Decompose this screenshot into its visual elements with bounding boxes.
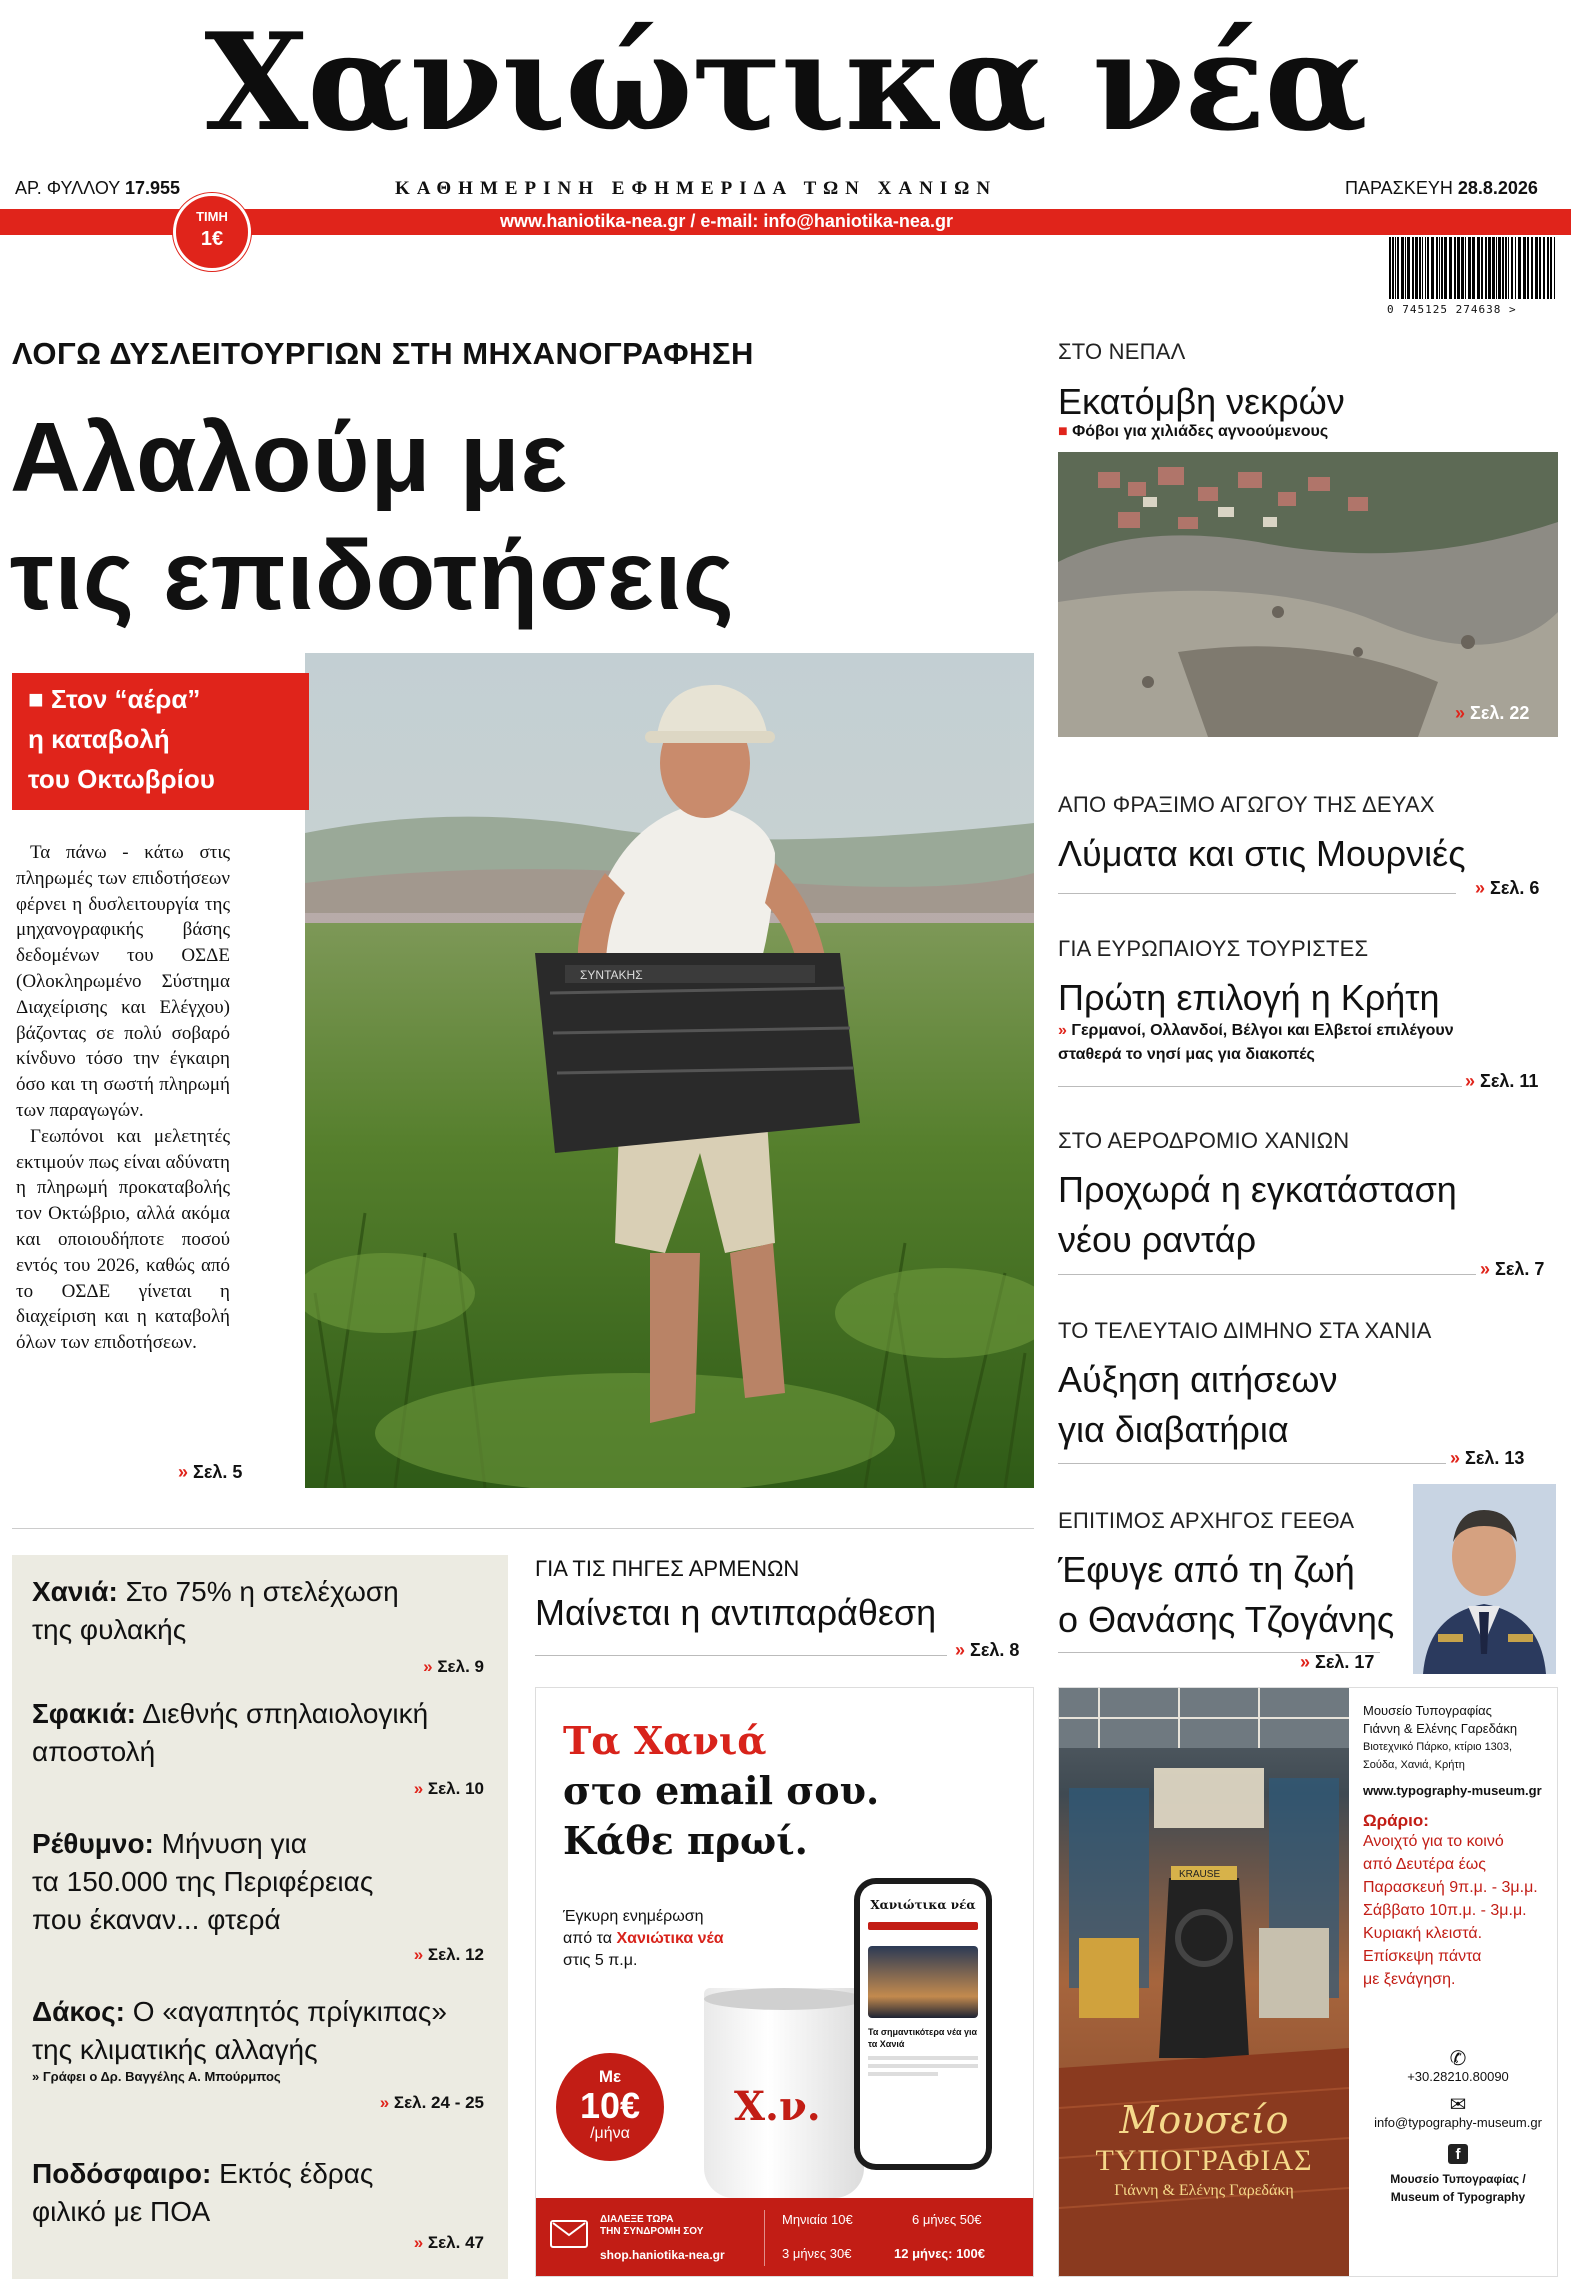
envelope-icon — [550, 2220, 588, 2248]
phone-icon: ✆ — [1449, 2048, 1467, 2070]
brief-sfakia[interactable]: Σφακιά: Διεθνής σπηλαιολογική αποστολή » Σελ. 10 — [32, 1698, 484, 1798]
lead-title: Αλαλούμ με τις επιδοτήσεις — [10, 402, 735, 630]
passports-kicker: ΤΟ ΤΕΛΕΥΤΑΙΟ ΔΙΜΗΝΟ ΣΤΑ ΧΑΝΙΑ — [1058, 1318, 1432, 1343]
double-chevron-icon: » — [32, 2069, 43, 2084]
nepal-kicker: ΣΤΟ ΝΕΠΑΛ — [1058, 339, 1186, 364]
cup-illustration: Χ.ν. — [704, 1988, 864, 2198]
mournies-kicker: ΑΠΟ ΦΡΑΞΙΜΟ ΑΓΩΓΟΥ ΤΗΣ ΔΕΥΑΧ — [1058, 792, 1435, 817]
square-bullet-icon: ■ — [28, 684, 51, 714]
nepal-subhead: ■ Φόβοι για χιλιάδες αγνοούμενους — [1058, 423, 1329, 440]
general-kicker: ΕΠΙΤΙΜΟΣ ΑΡΧΗΓΟΣ ΓΕΕΘΑ — [1058, 1508, 1355, 1533]
briefs-box — [12, 1555, 508, 2279]
armenoi-headline[interactable]: Μαίνεται η αντιπαράθεση — [535, 1592, 937, 1633]
double-chevron-icon: » — [178, 1462, 189, 1482]
nepal-flood-photo — [1058, 452, 1558, 737]
typography-museum-ad[interactable] — [1058, 1687, 1558, 2277]
radar-kicker: ΣΤΟ ΑΕΡΟΔΡΟΜΙΟ ΧΑΝΙΩΝ — [1058, 1128, 1350, 1153]
subscription-footer[interactable]: ΔΙΑΛΕΞΕ ΤΩΡΑ ΤΗΝ ΣΥΝΔΡΟΜΗ ΣΟΥ shop.haniotika-nea.gr Μηνιαία 10€ 6 μήνες 50€ 3 μήνες 30€ 12 μήνες: 100€ — [536, 2198, 1034, 2277]
double-chevron-icon: » — [1300, 1652, 1311, 1672]
double-chevron-icon: » — [1455, 703, 1466, 723]
press-label: KRAUSE — [1179, 1869, 1221, 1880]
double-chevron-icon: » — [413, 2233, 424, 2252]
tourists-kicker: ΓΙΑ ΕΥΡΩΠΑΙΟΥΣ ΤΟΥΡΙΣΤΕΣ — [1058, 936, 1369, 961]
divider — [1058, 1463, 1446, 1464]
nepal-page-ref[interactable]: » Σελ. 22 — [1455, 703, 1530, 723]
barcode-bars-icon — [1387, 237, 1559, 301]
facebook-icon[interactable]: f — [1448, 2144, 1468, 2164]
square-bullet-icon: ■ — [1058, 423, 1073, 440]
museum-info: Μουσείο Τυπογραφίας Γιάννη & Ελένης Γαρεδάκη Βιοτεχνικό Πάρκο, κτίριο 1303, Σούδα, Χανιά, Κρήτη www.typography-museum.gr Ωράριο: Ανοιχτό για το κοινό από Δευτέρα έως Παρασκευή 9π.μ. - 3μ.μ. Σάββατο 10π.μ. - 3μ.μ. Κυριακή κλειστά. Επίσκεψη πάντα με ξενάγηση. — [1363, 1702, 1553, 1991]
divider — [1058, 1274, 1476, 1275]
general-portrait — [1413, 1484, 1556, 1674]
issue-number: ΑΡ. ΦΥΛΛΟΥ 17.955 — [15, 178, 181, 198]
lead-highlight-box: ■ Στον “αέρα” η καταβολή του Οκτωβρίου — [12, 673, 309, 810]
website-link[interactable]: www.haniotika-nea.gr / e-mail: info@haniotika-nea.gr — [500, 211, 953, 231]
newsletter-ad[interactable] — [535, 1687, 1034, 2277]
museum-hours: Ανοιχτό για το κοινό από Δευτέρα έως Παρασκευή 9π.μ. - 3μ.μ. Σάββατο 10π.μ. - 3μ.μ. Κυριακή κλειστά. Επίσκεψη πάντα με ξενάγηση. — [1363, 1833, 1538, 1988]
museum-photo: KRAUSE Μουσείο ΤΥΠΟΓΡΑΦΙΑΣ Γιάννη & Ελένης Γαρεδάκη — [1059, 1688, 1349, 2277]
mournies-headline[interactable]: Λύματα και στις Μουρνιές — [1058, 833, 1466, 874]
double-chevron-icon: » — [413, 1945, 424, 1964]
price-circle-badge: Με 10€ /μήνα — [556, 2053, 664, 2161]
lead-kicker: ΛΟΓΩ ΔΥΣΛΕΙΤΟΥΡΓΙΩΝ ΣΤΗ ΜΗΧΑΝΟΓΡΑΦΗΣΗ — [12, 336, 754, 371]
tourists-headline[interactable]: Πρώτη επιλογή η Κρήτη — [1058, 977, 1440, 1018]
tourists-page-ref[interactable]: » Σελ. 11 — [1465, 1071, 1539, 1091]
email-icon: ✉ — [1449, 2094, 1467, 2116]
section-divider — [12, 1528, 1034, 1529]
brief-football[interactable]: Ποδόσφαιρο: Εκτός έδρας φιλικό με ΠΟΑ » Σελ. 47 — [32, 2158, 484, 2252]
armenoi-page-ref[interactable]: » Σελ. 8 — [955, 1640, 1020, 1660]
price-badge: ΤΙΜΗ 1€ — [173, 193, 251, 271]
tourists-subhead: » Γερμανοί, Ολλανδοί, Βέλγοι και Ελβετοί επιλέγουν σταθερά το νησί μας για διακοπές — [1058, 1022, 1454, 1063]
divider — [1058, 893, 1456, 894]
lead-body: Τα πάνω - κάτω στις πληρωμές των επιδοτήσεων φέρνει η δυσλειτουργία της μηχανογραφικής βάσης δεδομένων του ΟΣΔΕ (Ολοκληρωμένο Σύστημα Διαχείρισης και Ελέγχου) βάζοντας σε πολύ σοβαρό κίνδυνο τόσο την έγκαιρη όσο και τη σωστή πληρωμή των παραγωγών. Γεωπόνοι και μελετητές εκτιμούν πως είναι αδύνατη η πληρωμή προκαταβολής τον Οκτώβριο, αλλά ακόμα και οποιουδήποτε ποσού εντός του 2026, καθώς από το ΟΣΔΕ γίνεται η διαχείριση και η καταβολή όλων των επιδοτήσεων. — [16, 842, 230, 1354]
museum-logo-title: ΤΥΠΟΓΡΑΦΙΑΣ — [1095, 2144, 1313, 2177]
ad-headline-2: στο email σου. — [563, 1768, 880, 1813]
brief-dakos[interactable]: Δάκος: Ο «αγαπητός πρίγκιπας» της κλιματικής αλλαγής » Γράφει ο Δρ. Βαγγέλης Α. Μπούρμπος » Σελ. 24 - 25 — [32, 1996, 484, 2112]
ad-headline-1: Τα Χανιά — [563, 1718, 767, 1763]
double-chevron-icon: » — [1475, 878, 1486, 898]
issue-date: ΠΑΡΑΣΚΕΥΗ 28.8.2026 — [1345, 178, 1538, 198]
museum-email[interactable]: info@typography-museum.gr — [1374, 2115, 1542, 2130]
lead-photo-farmer — [305, 653, 1034, 1488]
double-chevron-icon: » — [413, 1779, 424, 1798]
masthead-title: Χανιώτικα νέα — [204, 3, 1367, 161]
nepal-headline[interactable]: Εκατόμβη νεκρών — [1058, 381, 1345, 422]
armenoi-kicker: ΓΙΑ ΤΙΣ ΠΗΓΕΣ ΑΡΜΕΝΩΝ — [535, 1556, 800, 1581]
ad-headline-3: Κάθε πρωί. — [563, 1818, 808, 1863]
tagline: ΚΑΘΗΜΕΡΙΝΗ ΕΦΗΜΕΡΙΔΑ ΤΩΝ ΧΑΝΙΩΝ — [395, 178, 998, 199]
brief-chania[interactable]: Χανιά: Στο 75% η στελέχωση της φυλακής » Σελ. 9 — [32, 1576, 484, 1676]
passports-headline[interactable]: Αύξηση αιτήσεων για διαβατήρια — [1058, 1359, 1338, 1450]
phone-mockup: Χανιώτικα νέα Τα σημαντικότερα νέα για τα Χανιά — [854, 1878, 992, 2170]
crate-label: ΣΥΝΤΑΚΗΣ — [580, 968, 643, 982]
passports-page-ref[interactable]: » Σελ. 13 — [1450, 1448, 1525, 1468]
double-chevron-icon: » — [423, 1657, 433, 1676]
ad-description: Έγκυρη ενημέρωση από τα Χανιώτικα νέα στις 5 π.μ. — [563, 1908, 724, 1969]
radar-headline[interactable]: Προχωρά η εγκατάσταση νέου ραντάρ — [1058, 1169, 1457, 1260]
museum-contacts: ✆ +30.28210.80090 ✉ info@typography-museum.gr f Μουσείο Τυπογραφίας / Museum of Typography — [1363, 2050, 1553, 2206]
double-chevron-icon: » — [379, 2093, 390, 2112]
double-chevron-icon: » — [1450, 1448, 1461, 1468]
radar-page-ref[interactable]: » Σελ. 7 — [1480, 1259, 1545, 1279]
double-chevron-icon: » — [955, 1640, 966, 1660]
barcode: 0 745125 274638 > — [1387, 237, 1559, 317]
shop-link[interactable]: shop.haniotika-nea.gr — [600, 2248, 725, 2262]
double-chevron-icon: » — [1480, 1259, 1491, 1279]
mournies-page-ref[interactable]: » Σελ. 6 — [1475, 878, 1540, 898]
double-chevron-icon: » — [1465, 1071, 1476, 1091]
double-chevron-icon: » — [1058, 1022, 1072, 1039]
museum-website[interactable]: www.typography-museum.gr — [1363, 1783, 1542, 1798]
divider — [535, 1655, 947, 1656]
general-headline[interactable]: Έφυγε από τη ζωή ο Θανάσης Τζογάνης — [1058, 1549, 1395, 1640]
museum-phone[interactable]: +30.28210.80090 — [1407, 2069, 1509, 2084]
lead-page-ref[interactable]: » Σελ. 5 — [178, 1462, 243, 1482]
museum-logo-script: Μουσείο — [1119, 2098, 1289, 2142]
brief-rethymno[interactable]: Ρέθυμνο: Μήνυση για τα 150.000 της Περιφέρειας που έκαναν... φτερά » Σελ. 12 — [32, 1828, 484, 1964]
general-page-ref[interactable]: » Σελ. 17 — [1300, 1652, 1375, 1672]
divider — [1058, 1086, 1462, 1087]
